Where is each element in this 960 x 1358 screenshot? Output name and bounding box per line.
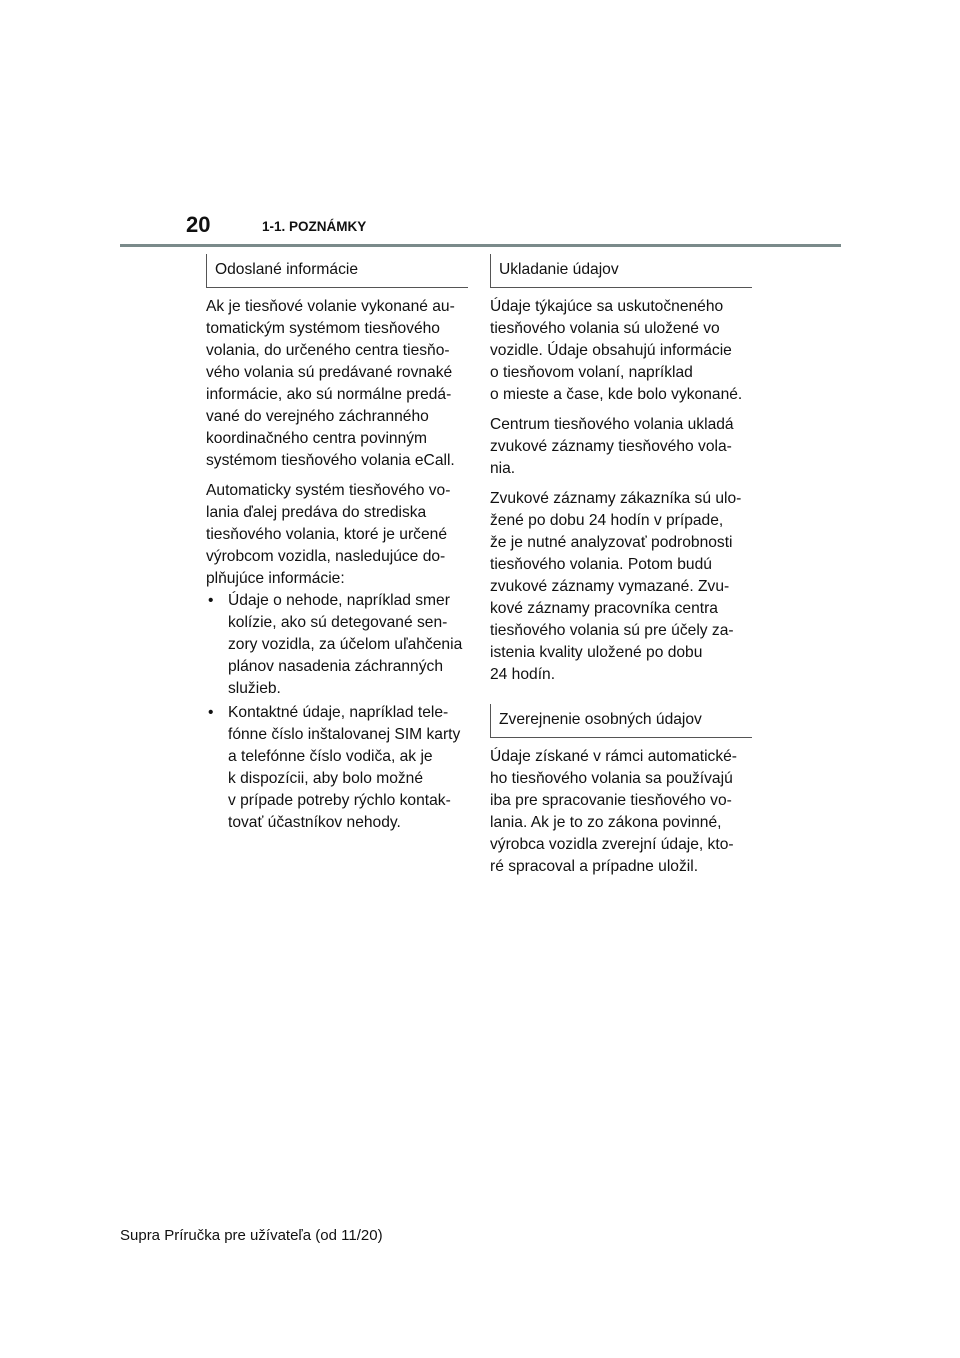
section-title: 1-1. POZNÁMKY: [262, 219, 367, 234]
subheading-data-storage: [490, 254, 752, 288]
paragraph: Zvukové záznamy zákazníka sú ulo- žené po dobu 24 hodín v prípade, že je nutné analyzovať podrobnosti tiesňového volania. Potom budú zvukové záznamy vymazané. Zvu- kové záznamy pracovníka centra tiesňového volania sú pre účely za- istenia kvality uložené po dobu 24 hodín.: [490, 490, 742, 683]
subheading-text: Odoslané informácie: [215, 261, 359, 278]
subheading-sent-information: [206, 254, 468, 288]
right-column: [490, 254, 752, 886]
paragraph: Údaje týkajúce sa uskutočneného tiesňového volania sú uložené vo vozidle. Údaje obsahujú informácie o tiesňovom volaní, napríklad o mieste a čase, kde bolo vykonané.: [490, 298, 743, 403]
paragraph: Údaje získané v rámci automatické- ho tiesňového volania sa používajú iba pre spracovanie tiesňového vo- lania. Ak je to zo zákona povinné, výrobca vozidla zverejní údaje, kto- ré spracoval a prípadne uložil.: [490, 748, 737, 875]
bullet-item: • Údaje o nehode, napríklad smer kolízie, ako sú detegované sen- zory vozidla, za účelom uľahčenia plánov nasadenia záchranných služieb.: [206, 590, 468, 700]
footer-text: Supra Príručka pre užívateľa (od 11/20): [120, 1227, 383, 1244]
subheading-personal-data-disclosure: [490, 704, 752, 738]
paragraph: Centrum tiesňového volania ukladá zvukové záznamy tiesňového vola- nia.: [490, 416, 734, 477]
paragraph: Automaticky systém tiesňového vo- lania ďalej predáva do strediska tiesňového volania, ktoré je určené výrobcom vozidla, nasledujúce do- plňujúce informácie:: [206, 482, 451, 587]
subheading-text: Ukladanie údajov: [499, 261, 619, 278]
paragraph: Ak je tiesňové volanie vykonané au- tomatickým systémom tiesňového volania, do určeného centra tiesňo- vého volania sú predávané rovnaké informácie, ako sú normálne predá- vané do verejného záchranného koordinačného centra povinným systémom tiesňového volania eCall.: [206, 298, 455, 469]
left-column: [206, 254, 468, 836]
header-divider: [120, 244, 841, 247]
subheading-text: Zverejnenie osobných údajov: [499, 711, 702, 728]
bullet-item: • Kontaktné údaje, napríklad tele- fónne číslo inštalovanej SIM karty a telefónne číslo vodiča, ak je k dispozícii, aby bolo možné v prípade potreby rýchlo kontak- tovať účastníkov nehody.: [206, 702, 468, 834]
page-number: 20: [186, 212, 211, 237]
bullet-list: [206, 590, 468, 834]
